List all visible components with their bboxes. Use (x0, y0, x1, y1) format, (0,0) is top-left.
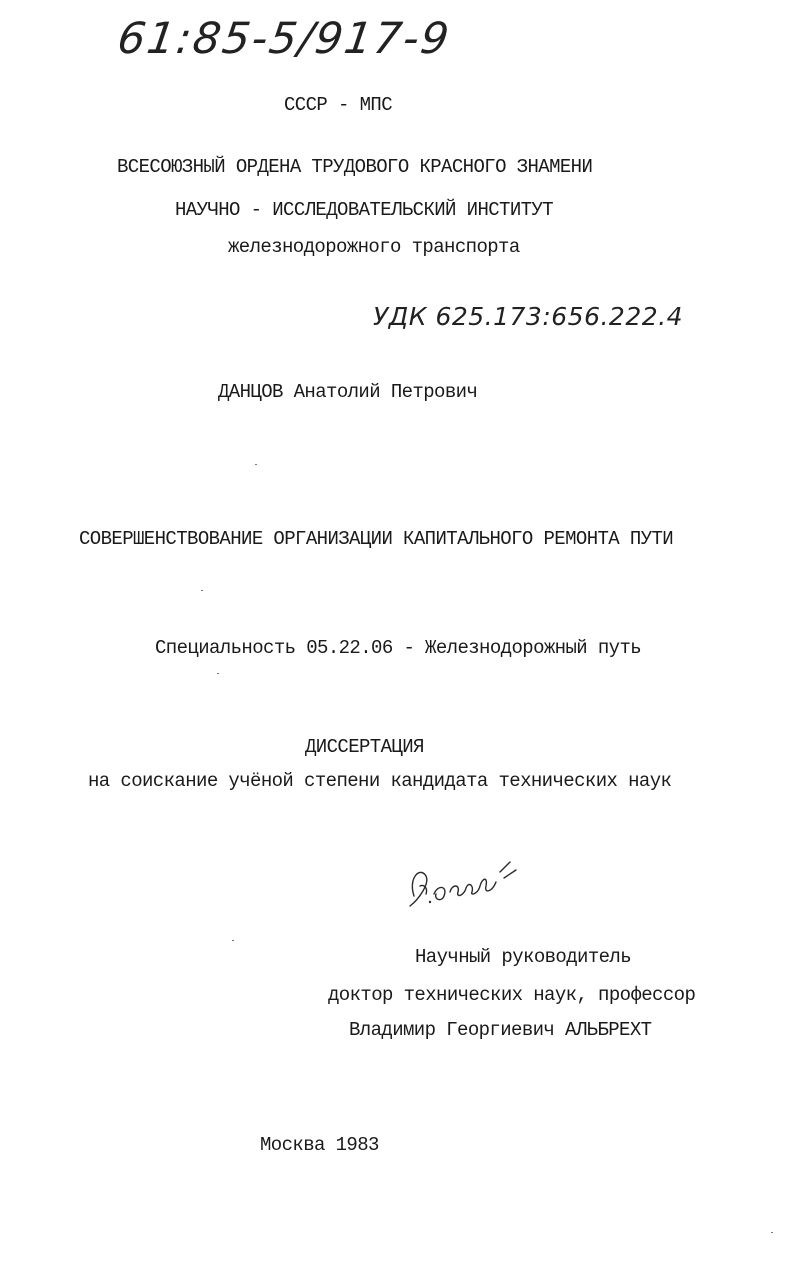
scan-speck (232, 940, 234, 941)
supervisor-name: Владимир Георгиевич АЛЬБРЕХТ (349, 1019, 652, 1041)
author-signature (400, 848, 540, 918)
scan-speck (217, 673, 219, 674)
scan-speck (201, 590, 203, 591)
org-line-3: железнодорожного транспорта (228, 236, 520, 258)
scan-speck (771, 1232, 773, 1233)
archive-number: 61:85-5/917-9 (114, 14, 454, 64)
org-short: СССР - МПС (284, 94, 393, 116)
scan-speck (255, 464, 257, 465)
dissertation-title: СОВЕРШЕНСТВОВАНИЕ ОРГАНИЗАЦИИ КАПИТАЛЬНОГО РЕМОНТА ПУТИ (79, 528, 674, 550)
supervisor-role: Научный руководитель (415, 946, 632, 968)
org-line-1: ВСЕСОЮЗНЫЙ ОРДЕНА ТРУДОВОГО КРАСНОГО ЗНАМЕНИ (117, 156, 593, 178)
city-year: Москва 1983 (260, 1134, 379, 1156)
supervisor-degree: доктор технических наук, профессор (328, 984, 696, 1006)
specialty: Специальность 05.22.06 - Железнодорожный путь (155, 637, 642, 659)
work-type-description: на соискание учёной степени кандидата технических наук (88, 770, 672, 792)
org-line-2: НАУЧНО - ИССЛЕДОВАТЕЛЬСКИЙ ИНСТИТУТ (175, 199, 554, 221)
work-type-label: ДИССЕРТАЦИЯ (305, 736, 424, 758)
author-name: ДАНЦОВ Анатолий Петрович (218, 381, 478, 403)
udc-code: УДК 625.173:656.222.4 (373, 302, 683, 331)
